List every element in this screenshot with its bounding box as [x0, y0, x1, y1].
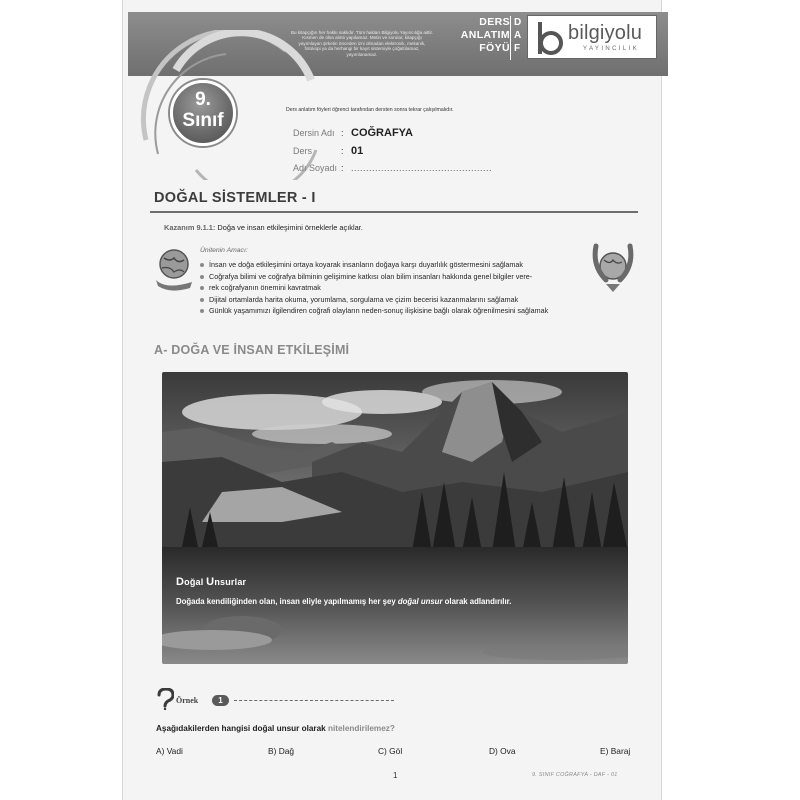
- daf-letter: D: [514, 17, 522, 28]
- mountain-lake-image: [162, 372, 628, 664]
- option-d[interactable]: D) Ova: [489, 746, 516, 756]
- definition-term: doğal unsur: [397, 597, 443, 606]
- daf-words: [446, 16, 510, 55]
- copyright-line: yayımlayan şirketin önceden izni olmadan elektronik, mekanik,: [298, 40, 426, 46]
- caption-word: nsurlar: [214, 577, 247, 587]
- copyright-line: fotokopi ya da herhangi bir kayıt sistemiyle çoğaltılamaz,: [304, 46, 420, 52]
- unit-goals-title: Ünitenin Amacı:: [200, 247, 248, 254]
- list-item: Dijital ortamlarda harita okuma, yorumlama, sorgulama ve çizim becerisi kazanmalarını sağlamak: [199, 294, 619, 306]
- course-label: Dersin Adı: [293, 128, 335, 138]
- daf-word: ANLATIM: [460, 29, 510, 41]
- section-title: A- DOĞA VE İNSAN ETKİLEŞİMİ: [154, 343, 350, 357]
- option-a[interactable]: A) Vadi: [156, 746, 183, 756]
- option-c[interactable]: C) Göl: [378, 746, 403, 756]
- lesson-value: 01: [351, 145, 364, 157]
- name-row: [293, 163, 492, 173]
- example-label: Örnek: [176, 696, 199, 705]
- question-emphasis: nitelendirilemez?: [327, 724, 395, 733]
- example-number: 1: [212, 695, 229, 706]
- copyright-line: Bu kitapçığın her hakkı saklıdır. Tüm hakları Bilgiyolu Yayıncılığa aittir.: [290, 30, 434, 35]
- colon: :: [341, 163, 344, 173]
- copyright-line: yayımlanamaz.: [346, 51, 378, 57]
- colon: :: [341, 146, 344, 156]
- option-e[interactable]: E) Baraj: [600, 746, 631, 756]
- colon: :: [341, 128, 344, 138]
- daf-word: DERS: [479, 16, 510, 28]
- list-item-continuation: rek coğrafyanın önemini kavratmak: [199, 282, 619, 294]
- daf-letter: A: [514, 30, 522, 41]
- outcome-label: Kazanım 9.1.1:: [164, 223, 216, 232]
- caption-word: oğal: [184, 577, 207, 587]
- hands-globe-icon: [590, 238, 636, 296]
- question-text: [156, 724, 395, 733]
- logo-b-icon: [534, 20, 566, 56]
- definition-text: olarak adlandırılır.: [442, 597, 512, 606]
- publisher-logo: [527, 15, 657, 59]
- lesson-label: Ders: [293, 146, 313, 156]
- definition-text: Doğada kendiliğinden olan, insan eliyle yapılmamış her şey: [176, 597, 398, 606]
- daf-letters: [510, 16, 524, 60]
- page-number: 1: [393, 771, 398, 780]
- logo-name: bilgiyolu: [568, 22, 643, 44]
- footer-reference: 9. SINIF COĞRAFYA - DAF - 01: [532, 772, 618, 778]
- repeat-note: Ders anlatım föyleri öğrenci tarafından dersten sonra tekrar çalışılmalıdır.: [286, 107, 454, 113]
- caption-initial: U: [206, 576, 215, 588]
- caption-initial: D: [176, 576, 185, 588]
- copyright-line: Kısmen de olsa alıntı yapılamaz. Metin ve sorular, kitapçığı: [302, 35, 422, 41]
- main-title: DOĞAL SİSTEMLER - I: [154, 190, 316, 206]
- globe-hand-icon: [152, 244, 196, 294]
- title-divider: [150, 211, 638, 213]
- daf-word: FÖYÜ: [479, 42, 510, 54]
- example-dashed-line: [234, 700, 394, 701]
- caption-title: [176, 576, 246, 588]
- question-main: Aşağıdakilerden hangisi doğal unsur olarak: [156, 724, 328, 733]
- name-field[interactable]: ...............................................: [351, 163, 493, 173]
- landscape-photo: [162, 372, 628, 664]
- question-mark-icon: [156, 688, 174, 710]
- list-item: Coğrafya bilimi ve coğrafya bilminin gelişimine katkısı olan bilim insanları hakkında genel bilgiler vere-: [199, 271, 619, 283]
- course-row: [293, 127, 413, 139]
- unit-goals-list: [199, 259, 619, 317]
- daf-letter: F: [514, 43, 521, 54]
- grade-badge: [170, 80, 236, 146]
- list-item: İnsan ve doğa etkileşimini ortaya koyarak insanların doğaya karşı duyarlılık göstermesini sağlamak: [199, 259, 619, 271]
- outcome-text: Doğa ve insan etkileşimini örneklerle açıklar.: [217, 223, 363, 232]
- learning-outcome: [164, 223, 363, 232]
- course-value: COĞRAFYA: [351, 127, 413, 139]
- grade-number: 9.: [195, 89, 211, 110]
- example-header: [156, 688, 636, 712]
- list-item: Günlük yaşamımızı ilgilendiren coğrafi olayların neden-sonuç ilişkisine bağlı olarak öğrenilmesini sağlamak: [199, 305, 619, 317]
- caption-definition: [176, 597, 626, 606]
- name-label: Adı Soyadı: [293, 163, 338, 173]
- lesson-row: [293, 145, 363, 157]
- logo-subtitle: YAYINCILIK: [583, 46, 640, 52]
- grade-word: Sınıf: [182, 110, 224, 131]
- option-b[interactable]: B) Dağ: [268, 746, 295, 756]
